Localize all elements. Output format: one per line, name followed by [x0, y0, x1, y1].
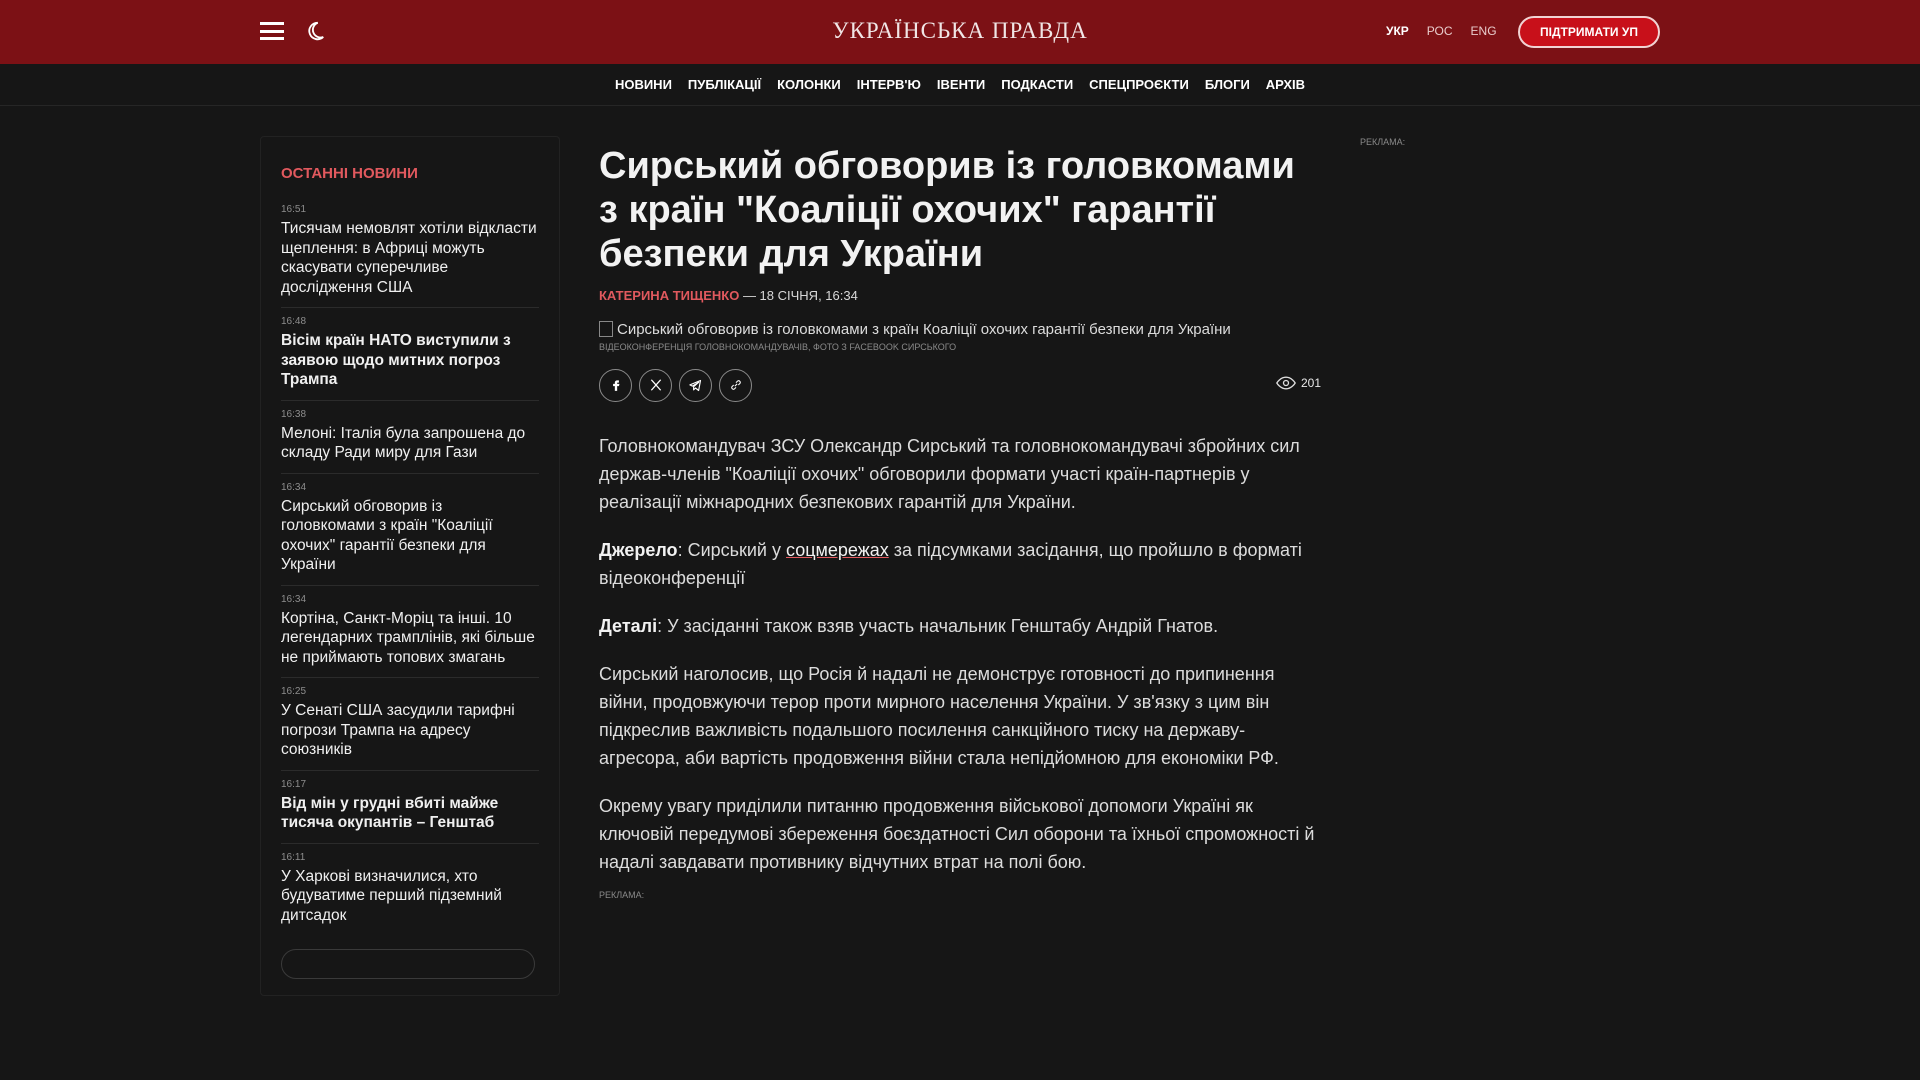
- top-bar: [0, 0, 1920, 64]
- author-link[interactable]: КАТЕРИНА ТИЩЕНКО: [599, 288, 740, 303]
- site-logo[interactable]: УКРАЇНСЬКА ПРАВДА: [832, 18, 1088, 43]
- news-time: 16:48: [281, 316, 307, 327]
- paragraph-text: : Сирський у: [677, 540, 786, 560]
- nav-interviews[interactable]: ІНТЕРВ'Ю: [856, 77, 921, 92]
- news-item[interactable]: [281, 308, 539, 401]
- paragraph: Головнокомандувач ЗСУ Олександр Сирський та головнокомандувачі збройних сил держав-членів "Коаліції охочих" обговорили формати участі країн-партнерів у реалізації міжнародних безпекових гарантій для України.: [599, 436, 1300, 512]
- nav-columns[interactable]: КОЛОНКИ: [777, 77, 841, 92]
- nav-publications[interactable]: ПУБЛІКАЦІЇ: [687, 77, 762, 92]
- article-date: — 18 СІЧНЯ, 16:34: [739, 288, 858, 303]
- paragraph: Окрему увагу приділили питанню продовження військової допомоги Україні як ключовій передумові збереження боєздатності Сил оборони та їхньої спроможності й надалі завдавати противнику відчутних втрат на полі бою.: [599, 796, 1315, 872]
- details-label: Деталі: [599, 616, 658, 636]
- news-item[interactable]: [281, 474, 539, 586]
- news-item[interactable]: [281, 844, 539, 936]
- facebook-share-button[interactable]: [599, 369, 632, 402]
- language-switcher: [1386, 24, 1497, 38]
- article-body: [599, 432, 1321, 876]
- news-headline[interactable]: Від мін у грудні вбиті майже тисяча окупантів – Генштаб: [281, 794, 499, 831]
- news-item[interactable]: [281, 196, 539, 308]
- lang-ros[interactable]: РОС: [1426, 24, 1453, 38]
- paragraph: [599, 612, 1321, 640]
- nav-podcasts[interactable]: ПОДКАСТИ: [1001, 77, 1074, 92]
- facebook-icon: [609, 378, 623, 392]
- news-item[interactable]: [281, 678, 539, 771]
- news-headline[interactable]: Мелоні: Італія була запрошена до складу Ради миру для Гази: [281, 424, 526, 461]
- image-caption: ВІДЕОКОНФЕРЕНЦІЯ ГОЛОВНОКОМАНДУВАЧІВ, ФОТО З FACEBOOK СИРСЬКОГО: [599, 342, 957, 352]
- news-item[interactable]: [281, 586, 539, 679]
- view-count: 201: [1300, 376, 1321, 390]
- moon-icon[interactable]: [304, 20, 326, 42]
- article: [599, 144, 1321, 900]
- share-bar: [599, 368, 1321, 402]
- x-share-button[interactable]: [639, 369, 672, 402]
- nav-news[interactable]: НОВИНИ: [614, 77, 672, 92]
- link-icon: [729, 378, 743, 392]
- nav-special-projects[interactable]: СПЕЦПРОЄКТИ: [1089, 77, 1189, 92]
- support-button[interactable]: ПІДТРИМАТИ УП: [1518, 16, 1660, 48]
- article-image: [599, 321, 1321, 338]
- x-icon: [649, 378, 663, 392]
- more-news-button[interactable]: [281, 949, 535, 979]
- news-time: 16:34: [281, 593, 307, 605]
- news-item[interactable]: [281, 401, 539, 474]
- source-label: Джерело: [599, 540, 678, 560]
- paragraph: [599, 536, 1321, 592]
- news-time: 16:34: [281, 481, 307, 493]
- image-alt-text: Сирський обговорив із головкомами з країн Коаліції охочих гарантії безпеки для України: [617, 321, 1231, 338]
- nav-events[interactable]: ІВЕНТИ: [936, 77, 986, 92]
- news-time: 16:38: [281, 408, 307, 420]
- news-time: 16:11: [281, 851, 306, 863]
- view-counter: [1276, 376, 1321, 390]
- eye-icon: [1276, 376, 1296, 390]
- sidebar-title: ОСТАННІ НОВИНИ: [281, 165, 418, 182]
- news-headline[interactable]: У Харкові визначилися, хто будуватиме перший підземний дитсадок: [281, 867, 502, 924]
- broken-image-icon: [599, 321, 613, 337]
- nav-archive[interactable]: АРХІВ: [1265, 77, 1306, 92]
- news-item[interactable]: [281, 771, 539, 844]
- news-time: 16:51: [281, 204, 307, 215]
- telegram-icon: [688, 378, 703, 393]
- ad-label: РЕКЛАМА:: [599, 890, 645, 900]
- news-headline[interactable]: Вісім країн НАТО виступили з заявою щодо митних погроз Трампа: [281, 332, 511, 388]
- paragraph-text: : У засіданні також взяв участь начальник Генштабу Андрій Гнатов.: [657, 616, 1219, 636]
- lang-eng[interactable]: ENG: [1470, 24, 1497, 38]
- right-ad-label: РЕКЛАМА:: [1360, 137, 1406, 147]
- main-nav: [0, 64, 1920, 106]
- article-title: Сирський обговорив із головкомами з країн "Коаліції охочих" гарантії безпеки для України: [599, 145, 1295, 275]
- article-byline: [599, 288, 1321, 303]
- news-headline[interactable]: Сирський обговорив із головкомами з країн "Коаліції охочих" гарантії безпеки для України: [281, 497, 493, 573]
- paragraph: Сирський наголосив, що Росія й надалі не демонструє готовності до припинення війни, продовжуючи терор проти мирного населення України. У зв'язку з цим він підкреслив важливість подальшого посилення санкційного тиску на державу-агресора, аби вартість продовження війни стала непідйомною для економіки РФ.: [599, 664, 1279, 768]
- news-headline[interactable]: У Сенаті США засудили тарифні погрози Трампа на адресу союзників: [281, 702, 515, 758]
- news-time: 16:17: [281, 778, 307, 790]
- paragraph-text: за підсумками засідання, що пройшло в форматі відеоконференції: [599, 540, 1302, 588]
- telegram-share-button[interactable]: [679, 369, 712, 402]
- news-headline[interactable]: Кортіна, Санкт-Моріц та інші. 10 легендарних трамплінів, які більше не приймають топових змагань: [281, 609, 535, 666]
- nav-blogs[interactable]: БЛОГИ: [1204, 77, 1250, 92]
- lang-ukr[interactable]: УКР: [1386, 24, 1409, 38]
- latest-news-sidebar: [260, 136, 560, 996]
- copy-link-button[interactable]: [719, 369, 752, 402]
- social-media-link[interactable]: соцмережах: [786, 540, 889, 560]
- news-headline[interactable]: Тисячам немовлят хотіли відкласти щеплення: в Африці можуть скасувати суперечливе дослідження США: [281, 220, 537, 296]
- news-time: 16:25: [281, 686, 307, 697]
- hamburger-icon[interactable]: [260, 22, 284, 40]
